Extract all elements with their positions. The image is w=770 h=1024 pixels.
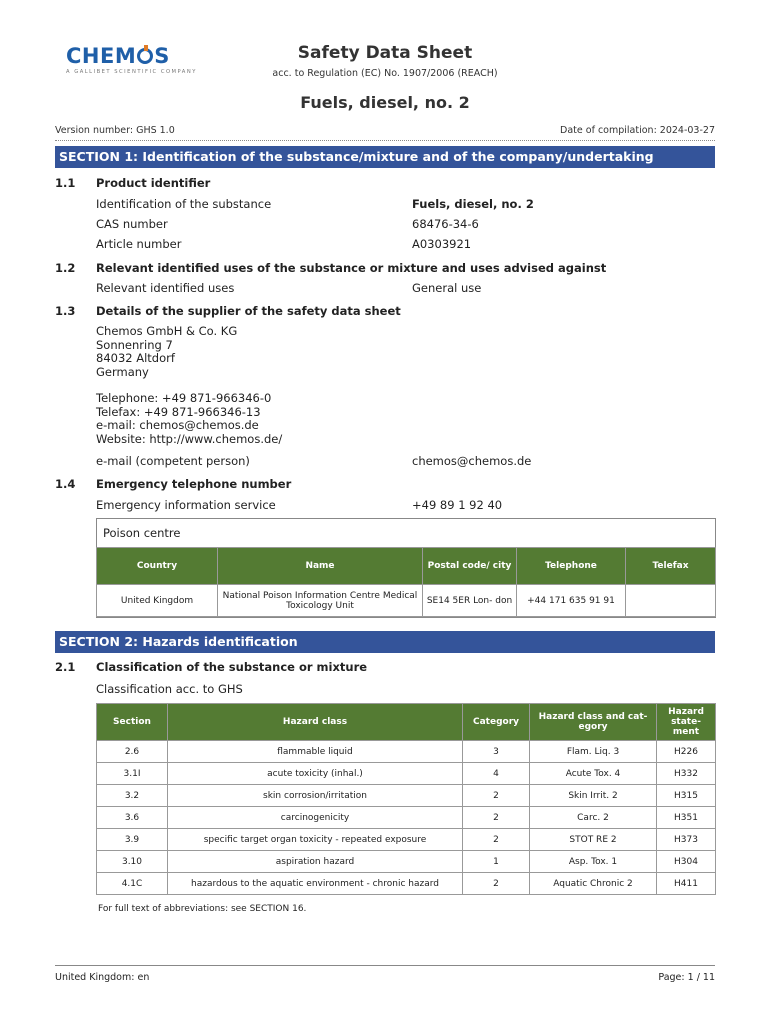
cell-statement: H304	[657, 851, 716, 873]
section1-header: SECTION 1: Identification of the substance/mixture and of the company/undertaking	[55, 146, 715, 168]
substance-id-label: Identification of the substance	[96, 197, 272, 211]
cell-hazard-class: flammable liquid	[168, 741, 463, 763]
cell-category: 2	[463, 873, 530, 895]
cell-telefax	[626, 585, 716, 617]
cell-hazard-class: acute toxicity (inhal.)	[168, 763, 463, 785]
cell-class-category: Acute Tox. 4	[530, 763, 657, 785]
uses-value: General use	[412, 281, 482, 295]
col-postal: Postal code/ city	[423, 548, 517, 585]
s11-title: Product identifier	[96, 176, 211, 190]
cell-category: 2	[463, 829, 530, 851]
telefax-line: Telefax: +49 871-966346-13	[96, 404, 261, 419]
cell-statement: H411	[657, 873, 716, 895]
cell-class-category: Carc. 2	[530, 807, 657, 829]
cell-hazard-class: carcinogenicity	[168, 807, 463, 829]
s12-number: 1.2	[55, 261, 76, 275]
cell-section: 3.6	[97, 807, 168, 829]
table-row	[97, 829, 716, 851]
section2-header: SECTION 2: Hazards identification	[55, 631, 715, 653]
cell-class-category: Aquatic Chronic 2	[530, 873, 657, 895]
website-line[interactable]: Website: http://www.chemos.de/	[96, 431, 283, 446]
s11-number: 1.1	[55, 176, 76, 190]
logo-tagline: A GALLIBET SCIENTIFIC COMPANY	[66, 69, 197, 75]
cell-name: National Poison Information Centre Medical Toxicology Unit	[218, 585, 423, 617]
col-category: Category	[463, 704, 530, 741]
cell-class-category: STOT RE 2	[530, 829, 657, 851]
article-value: A0303921	[412, 237, 472, 251]
cell-category: 1	[463, 851, 530, 873]
cell-section: 3.9	[97, 829, 168, 851]
cell-hazard-class: aspiration hazard	[168, 851, 463, 873]
cell-section: 4.1C	[97, 873, 168, 895]
table-row	[97, 741, 716, 763]
col-statement: Hazard state- ment	[657, 704, 716, 741]
ghs-classification-table	[96, 703, 716, 895]
col-telephone: Telephone	[517, 548, 626, 585]
cell-hazard-class: specific target organ toxicity - repeated exposure	[168, 829, 463, 851]
s14-title: Emergency telephone number	[96, 477, 292, 491]
s13-number: 1.3	[55, 304, 76, 318]
regulation-line: acc. to Regulation (EC) No. 1907/2006 (REACH)	[272, 68, 498, 79]
supplier-address	[96, 325, 237, 379]
s21-title: Classification of the substance or mixture	[96, 660, 368, 674]
cell-category: 4	[463, 763, 530, 785]
col-country: Country	[97, 548, 218, 585]
cell-class-category: Flam. Liq. 3	[530, 741, 657, 763]
cell-category: 3	[463, 741, 530, 763]
cell-statement: H373	[657, 829, 716, 851]
cell-class-category: Asp. Tox. 1	[530, 851, 657, 873]
document-title: Safety Data Sheet	[297, 43, 473, 63]
logo-wordmark: CHEM S	[66, 44, 170, 68]
col-section: Section	[97, 704, 168, 741]
footer-locale: United Kingdom: en	[55, 972, 150, 983]
email-line[interactable]: e-mail: chemos@chemos.de	[96, 418, 259, 432]
cell-statement: H332	[657, 763, 716, 785]
table-row	[97, 785, 716, 807]
table-row	[97, 585, 716, 617]
s14-number: 1.4	[55, 477, 76, 491]
poison-centre-table	[96, 547, 716, 617]
cell-class-category: Skin Irrit. 2	[530, 785, 657, 807]
table-row	[97, 851, 716, 873]
col-class-category: Hazard class and cat- egory	[530, 704, 657, 741]
cell-telephone: +44 171 635 91 91	[517, 585, 626, 617]
col-hazard-class: Hazard class	[168, 704, 463, 741]
telephone-line: Telephone: +49 871-966346-0	[96, 391, 272, 405]
table-row	[97, 873, 716, 895]
article-label: Article number	[96, 237, 182, 251]
ghs-subtitle: Classification acc. to GHS	[96, 682, 243, 696]
substance-id-value: Fuels, diesel, no. 2	[412, 197, 534, 211]
address-line: 84032 Altdorf	[96, 351, 175, 365]
address-line: Chemos GmbH & Co. KG	[96, 324, 238, 338]
competent-email-value[interactable]: chemos@chemos.de	[412, 454, 532, 468]
version-number: Version number: GHS 1.0	[55, 125, 175, 136]
competent-email-label: e-mail (competent person)	[96, 454, 250, 468]
col-telefax: Telefax	[626, 548, 716, 585]
product-name: Fuels, diesel, no. 2	[300, 93, 470, 112]
emergency-label: Emergency information service	[96, 498, 276, 512]
cell-category: 2	[463, 785, 530, 807]
page-number: Page: 1 / 11	[658, 972, 715, 983]
cas-label: CAS number	[96, 217, 168, 231]
supplier-contact	[96, 392, 282, 446]
address-line: Sonnenring 7	[96, 337, 173, 352]
cell-statement: H351	[657, 807, 716, 829]
table-row	[97, 807, 716, 829]
s21-number: 2.1	[55, 660, 76, 674]
poison-centre-title: Poison centre	[103, 526, 181, 540]
cell-section: 3.2	[97, 785, 168, 807]
compilation-date: Date of compilation: 2024-03-27	[560, 125, 715, 136]
cell-country: United Kingdom	[97, 585, 218, 617]
s12-title: Relevant identified uses of the substance or mixture and uses advised against	[96, 261, 607, 275]
cell-postal: SE14 5ER Lon- don	[423, 585, 517, 617]
header-divider	[55, 140, 715, 141]
uses-label: Relevant identified uses	[96, 281, 235, 295]
cell-category: 2	[463, 807, 530, 829]
cell-hazard-class: hazardous to the aquatic environment - chronic hazard	[168, 873, 463, 895]
cell-section: 3.1I	[97, 763, 168, 785]
cell-hazard-class: skin corrosion/irritation	[168, 785, 463, 807]
s13-title: Details of the supplier of the safety data sheet	[96, 304, 401, 318]
table-row	[97, 763, 716, 785]
footer-divider	[55, 965, 715, 966]
cell-section: 3.10	[97, 851, 168, 873]
emergency-value: +49 89 1 92 40	[412, 498, 503, 512]
col-name: Name	[218, 548, 423, 585]
abbreviation-note: For full text of abbreviations: see SECTION 16.	[98, 904, 307, 914]
cell-statement: H226	[657, 741, 716, 763]
cas-value: 68476-34-6	[412, 217, 479, 231]
address-line: Germany	[96, 364, 149, 379]
cell-statement: H315	[657, 785, 716, 807]
cell-section: 2.6	[97, 741, 168, 763]
